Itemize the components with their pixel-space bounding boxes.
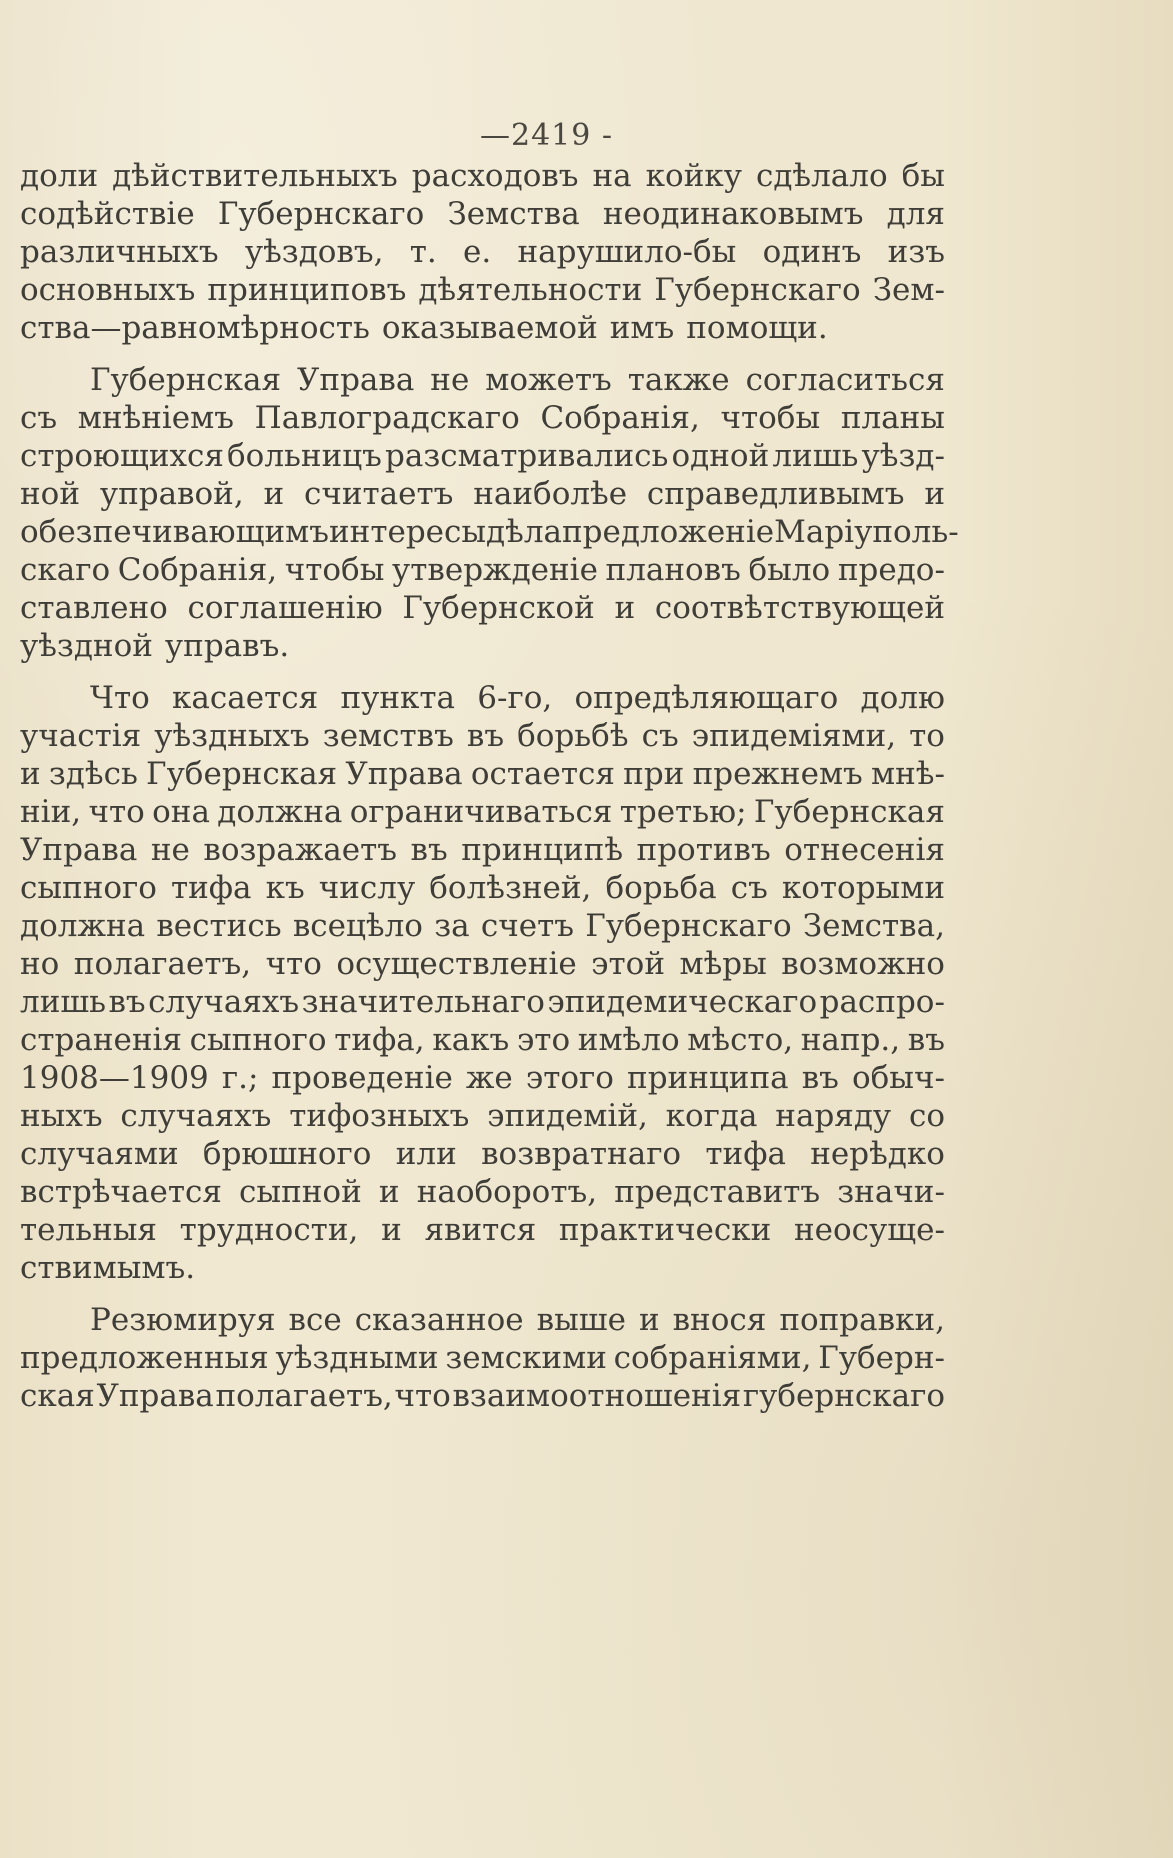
word: согласиться: [745, 362, 945, 398]
word: то: [909, 718, 945, 754]
word: касается: [172, 680, 319, 716]
word: сыпного: [20, 870, 157, 906]
word: г.;: [221, 1060, 259, 1096]
word: принципа: [627, 1060, 789, 1096]
word: ныхъ: [20, 1098, 103, 1134]
word: принципѣ: [461, 832, 624, 868]
word: интересы: [329, 514, 487, 550]
word: полагаетъ,: [215, 1378, 393, 1414]
word: борьбѣ: [517, 718, 629, 754]
word: въ: [801, 1060, 839, 1096]
word: одинъ: [762, 234, 862, 270]
word: она: [152, 794, 210, 830]
word: напр.,: [800, 1022, 901, 1058]
word: Управа: [345, 756, 463, 792]
word: Губернскаго: [585, 908, 792, 944]
word: предложенныя: [20, 1340, 269, 1376]
word: ставлено: [20, 590, 168, 626]
word: какъ: [432, 1022, 510, 1058]
word: въ: [466, 718, 505, 754]
word: эпидемій,: [487, 1098, 648, 1134]
word: тифа,: [334, 1022, 425, 1058]
word: Губернская: [146, 756, 338, 792]
word: т.: [409, 234, 437, 270]
word: Губернскаго: [217, 196, 425, 232]
word: при: [623, 756, 685, 792]
word: содѣйствіе: [20, 196, 195, 232]
word: и: [638, 1302, 660, 1338]
word: сдѣлало: [755, 158, 888, 194]
word: съ: [641, 718, 679, 754]
word: Губернскаго: [654, 272, 861, 308]
word: сказанное: [354, 1302, 524, 1338]
word: Губерн-: [818, 1340, 945, 1376]
word: предложеніе: [562, 514, 775, 550]
word: земствъ: [322, 718, 454, 754]
word: Зем-: [872, 272, 945, 308]
word: не: [430, 362, 470, 398]
word: болѣзней,: [429, 870, 592, 906]
text-line: [20, 624, 945, 668]
word: и: [614, 590, 636, 626]
word: одной: [671, 438, 770, 474]
word: для: [886, 196, 945, 232]
word: прежнемъ: [692, 756, 863, 792]
word: обыч-: [851, 1060, 945, 1096]
word: земскими: [445, 1340, 607, 1376]
word: также: [627, 362, 730, 398]
word: эпидемическаго: [547, 984, 818, 1020]
word: Управа: [297, 362, 415, 398]
word: е.: [463, 234, 492, 270]
word: ствимымъ.: [20, 1250, 196, 1286]
word: что: [394, 1378, 451, 1414]
word: и: [924, 476, 945, 512]
word: неосуще-: [794, 1212, 945, 1248]
word: мѣсто,: [687, 1022, 794, 1058]
word: третью;: [619, 794, 747, 830]
word: должна: [20, 908, 146, 944]
word: борьба: [605, 870, 717, 906]
word: это: [516, 1022, 571, 1058]
word: дѣятельности: [418, 272, 643, 308]
word: ограничиваться: [349, 794, 613, 830]
word: которыми: [781, 870, 945, 906]
word: съ: [20, 400, 58, 436]
word: доли: [20, 158, 99, 194]
word: возвратнаго: [481, 1136, 682, 1172]
word: со: [908, 1098, 945, 1134]
word: тифа: [705, 1136, 786, 1172]
word: не: [150, 832, 190, 868]
word: когда: [665, 1098, 758, 1134]
word: за: [434, 908, 470, 944]
text-line: [20, 1246, 945, 1290]
word: управой,: [99, 476, 244, 512]
word: нерѣдко: [810, 1136, 945, 1172]
word: взаимоотношенія: [452, 1378, 742, 1414]
word: имъ: [609, 310, 675, 346]
word: тифа: [170, 870, 252, 906]
word: Павлоградскаго: [254, 400, 520, 436]
text-line: [20, 1374, 945, 1418]
word: соотвѣтствующей: [654, 590, 945, 626]
text-line: [20, 306, 945, 350]
word: больницъ: [227, 438, 382, 474]
word: лишь: [20, 984, 107, 1020]
word: значительнаго: [301, 984, 545, 1020]
word: поправки,: [779, 1302, 945, 1338]
word: остается: [470, 756, 615, 792]
word: губернскаго: [742, 1378, 945, 1414]
word: случаями: [20, 1136, 179, 1172]
word: полагаетъ,: [73, 946, 252, 982]
word: дѣла: [486, 514, 563, 550]
word: койку: [645, 158, 742, 194]
word: основныхъ: [20, 272, 196, 308]
word: значи-: [837, 1174, 945, 1210]
word: наряду: [775, 1098, 892, 1134]
word: вестись: [156, 908, 282, 944]
word: опредѣляющаго: [574, 680, 839, 716]
word: Губернская: [753, 794, 945, 830]
word: Земства,: [802, 908, 945, 944]
word: представитъ: [614, 1174, 821, 1210]
word: въ: [108, 984, 146, 1020]
word: нарушило-бы: [517, 234, 737, 270]
word: справедливымъ: [646, 476, 905, 512]
word: сыпной: [239, 1174, 362, 1210]
word: обезпечивающимъ: [20, 514, 329, 550]
word: страненія: [20, 1022, 182, 1058]
word: проведеніе: [271, 1060, 453, 1096]
word: пункта: [340, 680, 456, 716]
word: но: [20, 946, 60, 982]
word: эпидеміями,: [691, 718, 897, 754]
word: чтобы: [720, 400, 821, 436]
word: на: [592, 158, 632, 194]
word: уѣздной: [20, 628, 153, 664]
word: практически: [558, 1212, 772, 1248]
word: наоборотъ,: [416, 1174, 598, 1210]
word: уѣздными: [275, 1340, 439, 1376]
word: этого: [525, 1060, 614, 1096]
word: уѣзд-: [861, 438, 945, 474]
word: случаяхъ: [148, 984, 300, 1020]
word: 6-го,: [477, 680, 553, 716]
word: возражаетъ: [203, 832, 397, 868]
word: мнѣ-: [871, 756, 945, 792]
word: внося: [672, 1302, 767, 1338]
word: можетъ: [485, 362, 612, 398]
word: долю: [860, 680, 945, 716]
word: здѣсь: [48, 756, 138, 792]
page-number: —2419 -: [479, 118, 614, 153]
word: принциповъ: [207, 272, 407, 308]
word: помощи.: [686, 310, 828, 346]
word: счетъ: [480, 908, 574, 944]
word: противъ: [636, 832, 771, 868]
word: различныхъ: [20, 234, 219, 270]
word: встрѣчается: [20, 1174, 222, 1210]
word: ства—равномѣрность: [20, 310, 370, 346]
word: изъ: [887, 234, 945, 270]
word: уѣздныхъ: [154, 718, 310, 754]
word: дѣйствительныхъ: [112, 158, 398, 194]
word: было: [748, 552, 831, 588]
word: числу: [318, 870, 416, 906]
word: и: [381, 1212, 402, 1248]
word: и: [378, 1174, 400, 1210]
word: 1908—1909: [20, 1060, 209, 1096]
word: Земства: [447, 196, 580, 232]
word: собраніями,: [613, 1340, 812, 1376]
word: ская: [20, 1378, 95, 1414]
word: распро-: [819, 984, 945, 1020]
word: тельныя: [20, 1212, 157, 1248]
word: брюшного: [202, 1136, 372, 1172]
word: Губернская: [90, 362, 282, 398]
word: имѣло: [577, 1022, 680, 1058]
word: плановъ: [605, 552, 741, 588]
word: предо-: [837, 552, 945, 588]
word: утвержденіе: [392, 552, 598, 588]
word: что: [88, 794, 145, 830]
word: бы: [901, 158, 945, 194]
word: сыпного: [189, 1022, 327, 1058]
word: соглашенію: [187, 590, 383, 626]
word: этой: [591, 946, 666, 982]
word: тифозныхъ: [289, 1098, 470, 1134]
word: чтобы: [284, 552, 385, 588]
word: Губернской: [402, 590, 595, 626]
word: или: [395, 1136, 457, 1172]
word: что: [265, 946, 322, 982]
word: въ: [410, 832, 448, 868]
word: съ: [730, 870, 768, 906]
word: участія: [20, 718, 142, 754]
word: считаетъ: [304, 476, 454, 512]
word: возможно: [781, 946, 945, 982]
word: трудности,: [179, 1212, 359, 1248]
word: наиболѣе: [473, 476, 628, 512]
word: планы: [840, 400, 945, 436]
word: Управа: [20, 832, 138, 868]
word: разсматривались: [385, 438, 669, 474]
word: выше: [536, 1302, 626, 1338]
word: мнѣніемъ: [77, 400, 234, 436]
word: Управа: [96, 1378, 214, 1414]
word: случаяхъ: [120, 1098, 272, 1134]
word: всецѣло: [292, 908, 423, 944]
word: Резюмируя: [90, 1302, 276, 1338]
word: расходовъ: [411, 158, 579, 194]
word: явится: [424, 1212, 537, 1248]
word: Маріуполь-: [774, 514, 959, 550]
word: Собранія,: [540, 400, 700, 436]
word: должна: [217, 794, 343, 830]
word: и: [263, 476, 285, 512]
word: скаго: [20, 552, 111, 588]
word: въ: [907, 1022, 945, 1058]
word: отнесенія: [784, 832, 945, 868]
word: же: [465, 1060, 513, 1096]
word: уѣздовъ,: [244, 234, 384, 270]
word: ной: [20, 476, 80, 512]
word: неодинаковымъ: [602, 196, 864, 232]
word: Что: [90, 680, 150, 716]
word: Собранія,: [117, 552, 278, 588]
word: все: [288, 1302, 342, 1338]
word: мѣры: [679, 946, 767, 982]
word: къ: [265, 870, 305, 906]
word: ніи,: [20, 794, 82, 830]
word: оказываемой: [381, 310, 598, 346]
word: осуществленіе: [336, 946, 577, 982]
word: строющихся: [20, 438, 224, 474]
word: и: [20, 756, 41, 792]
word: управъ.: [164, 628, 290, 664]
word: лишь: [772, 438, 859, 474]
